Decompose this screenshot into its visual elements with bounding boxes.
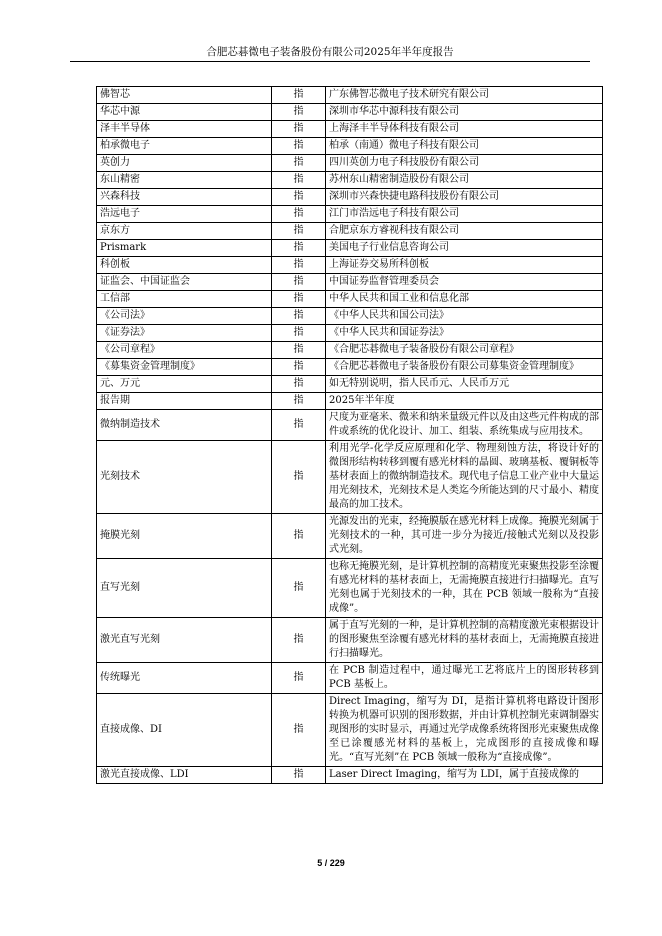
term-cell: Prismark xyxy=(97,240,272,257)
separator-cell: 指 xyxy=(272,138,326,155)
term-cell: 科创板 xyxy=(97,257,272,274)
term-cell: 佛智芯 xyxy=(97,87,272,104)
separator-cell: 指 xyxy=(272,240,326,257)
definition-cell: 中国证券监督管理委员会 xyxy=(326,274,603,291)
separator-cell: 指 xyxy=(272,441,326,514)
term-cell: 京东方 xyxy=(97,223,272,240)
definition-cell: 上海泽丰半导体科技有限公司 xyxy=(326,121,603,138)
definition-cell: 属于直写光刻的一种，是计算机控制的高精度激光束根据设计的图形聚焦至涂覆有感光材料的基材表面上，无需掩膜直接进行扫描曝光。 xyxy=(326,618,603,663)
table-row xyxy=(97,308,603,325)
separator-cell: 指 xyxy=(272,767,326,784)
term-cell: 报告期 xyxy=(97,393,272,410)
definition-cell: 深圳市华芯中源科技有限公司 xyxy=(326,104,603,121)
table-row xyxy=(97,410,603,441)
header-divider xyxy=(70,61,590,62)
table-row xyxy=(97,87,603,104)
definition-cell: 美国电子行业信息咨询公司 xyxy=(326,240,603,257)
table-row xyxy=(97,694,603,767)
definition-cell: 《合肥芯碁微电子装备股份有限公司募集资金管理制度》 xyxy=(326,359,603,376)
definition-cell: 也称无掩膜光刻，是计算机控制的高精度光束聚焦投影至涂覆有感光材料的基材表面上，无需掩膜直接进行扫描曝光。直写光刻也属于光刻技术的一种，其在 PCB 领域一般称为“直接成像”。 xyxy=(326,559,603,618)
definition-cell: 深圳市兴森快捷电路科技股份有限公司 xyxy=(326,189,603,206)
term-cell: 浩远电子 xyxy=(97,206,272,223)
table-row xyxy=(97,618,603,663)
separator-cell: 指 xyxy=(272,559,326,618)
term-cell: 元、万元 xyxy=(97,376,272,393)
separator-cell: 指 xyxy=(272,376,326,393)
definition-cell: 2025年半年度 xyxy=(326,393,603,410)
table-row xyxy=(97,257,603,274)
term-cell: 英创力 xyxy=(97,155,272,172)
term-cell: 东山精密 xyxy=(97,172,272,189)
separator-cell: 指 xyxy=(272,223,326,240)
separator-cell: 指 xyxy=(272,325,326,342)
separator-cell: 指 xyxy=(272,308,326,325)
term-cell: 证监会、中国证监会 xyxy=(97,274,272,291)
table-row xyxy=(97,138,603,155)
table-row xyxy=(97,376,603,393)
table-row xyxy=(97,393,603,410)
table-row xyxy=(97,121,603,138)
definition-cell: 上海证券交易所科创板 xyxy=(326,257,603,274)
term-cell: 工信部 xyxy=(97,291,272,308)
definition-cell: 柏承（南通）微电子科技有限公司 xyxy=(326,138,603,155)
separator-cell: 指 xyxy=(272,514,326,559)
definition-cell: 《中华人民共和国证券法》 xyxy=(326,325,603,342)
term-cell: 激光直写光刻 xyxy=(97,618,272,663)
separator-cell: 指 xyxy=(272,291,326,308)
term-cell: 兴森科技 xyxy=(97,189,272,206)
table-row xyxy=(97,359,603,376)
separator-cell: 指 xyxy=(272,342,326,359)
table-row xyxy=(97,189,603,206)
term-cell: 《募集资金管理制度》 xyxy=(97,359,272,376)
definition-cell: 《中华人民共和国公司法》 xyxy=(326,308,603,325)
table-row xyxy=(97,559,603,618)
table-row xyxy=(97,342,603,359)
separator-cell: 指 xyxy=(272,618,326,663)
term-cell: 光刻技术 xyxy=(97,441,272,514)
definition-cell: 广东佛智芯微电子技术研究有限公司 xyxy=(326,87,603,104)
term-cell: 激光直接成像、LDI xyxy=(97,767,272,784)
table-row xyxy=(97,767,603,784)
separator-cell: 指 xyxy=(272,87,326,104)
table-row xyxy=(97,291,603,308)
separator-cell: 指 xyxy=(272,410,326,441)
table-row xyxy=(97,223,603,240)
table-row xyxy=(97,172,603,189)
term-cell: 《证券法》 xyxy=(97,325,272,342)
term-cell: 传统曝光 xyxy=(97,663,272,694)
separator-cell: 指 xyxy=(272,172,326,189)
separator-cell: 指 xyxy=(272,206,326,223)
term-cell: 掩膜光刻 xyxy=(97,514,272,559)
definition-cell: 利用光学-化学反应原理和化学、物理刻蚀方法，将设计好的微图形结构转移到覆有感光材料的晶圆、玻璃基板、覆铜板等基材表面上的微纳制造技术。现代电子信息工业产业中大量运用光刻技术，光刻技术是人类迄今所能达到的尺寸最小、精度最高的加工技术。 xyxy=(326,441,603,514)
definition-cell: 中华人民共和国工业和信息化部 xyxy=(326,291,603,308)
definition-cell: 合肥京东方睿视科技有限公司 xyxy=(326,223,603,240)
definition-cell: 在 PCB 制造过程中，通过曝光工艺将底片上的图形转移到 PCB 基板上。 xyxy=(326,663,603,694)
term-cell: 泽丰半导体 xyxy=(97,121,272,138)
separator-cell: 指 xyxy=(272,359,326,376)
definition-cell: 《合肥芯碁微电子装备股份有限公司章程》 xyxy=(326,342,603,359)
table-row xyxy=(97,514,603,559)
term-cell: 直写光刻 xyxy=(97,559,272,618)
table-row xyxy=(97,206,603,223)
term-cell: 《公司章程》 xyxy=(97,342,272,359)
definition-cell: 尺度为亚毫米、微米和纳米量级元件以及由这些元件构成的部件或系统的优化设计、加工、组装、系统集成与应用技术。 xyxy=(326,410,603,441)
separator-cell: 指 xyxy=(272,121,326,138)
term-cell: 华芯中源 xyxy=(97,104,272,121)
separator-cell: 指 xyxy=(272,155,326,172)
table-row xyxy=(97,663,603,694)
glossary-table xyxy=(96,86,603,784)
table-row xyxy=(97,274,603,291)
separator-cell: 指 xyxy=(272,189,326,206)
definition-cell: 四川英创力电子科技股份有限公司 xyxy=(326,155,603,172)
separator-cell: 指 xyxy=(272,104,326,121)
page-number: 5 / 229 xyxy=(317,858,345,868)
term-cell: 直接成像、DI xyxy=(97,694,272,767)
definition-cell: Direct Imaging，缩写为 DI，是指计算机将电路设计图形转换为机器可识别的图形数据，并由计算机控制光束调制器实现图形的实时显示，再通过光学成像系统将图形光束聚焦成像至已涂覆感光材料的基板上，完成图形的直接成像和曝光。“直写光刻”在 PCB 领域一般称为“直接成像”。 xyxy=(326,694,603,767)
term-cell: 微纳制造技术 xyxy=(97,410,272,441)
separator-cell: 指 xyxy=(272,393,326,410)
report-header: 合肥芯碁微电子装备股份有限公司2025年半年度报告 xyxy=(206,46,454,58)
table-row xyxy=(97,155,603,172)
separator-cell: 指 xyxy=(272,274,326,291)
table-row xyxy=(97,104,603,121)
term-cell: 《公司法》 xyxy=(97,308,272,325)
separator-cell: 指 xyxy=(272,663,326,694)
definition-cell: 光源发出的光束，经掩膜版在感光材料上成像。掩膜光刻属于光刻技术的一种，其可进一步分为接近/接触式光刻以及投影式光刻。 xyxy=(326,514,603,559)
definition-cell: Laser Direct Imaging，缩写为 LDI，属于直接成像的 xyxy=(326,767,603,784)
separator-cell: 指 xyxy=(272,694,326,767)
term-cell: 柏承微电子 xyxy=(97,138,272,155)
table-row xyxy=(97,441,603,514)
definition-cell: 江门市浩远电子科技有限公司 xyxy=(326,206,603,223)
table-row xyxy=(97,240,603,257)
definition-cell: 苏州东山精密制造股份有限公司 xyxy=(326,172,603,189)
glossary-body xyxy=(97,87,603,784)
separator-cell: 指 xyxy=(272,257,326,274)
definition-cell: 如无特别说明，指人民币元、人民币万元 xyxy=(326,376,603,393)
table-row xyxy=(97,325,603,342)
